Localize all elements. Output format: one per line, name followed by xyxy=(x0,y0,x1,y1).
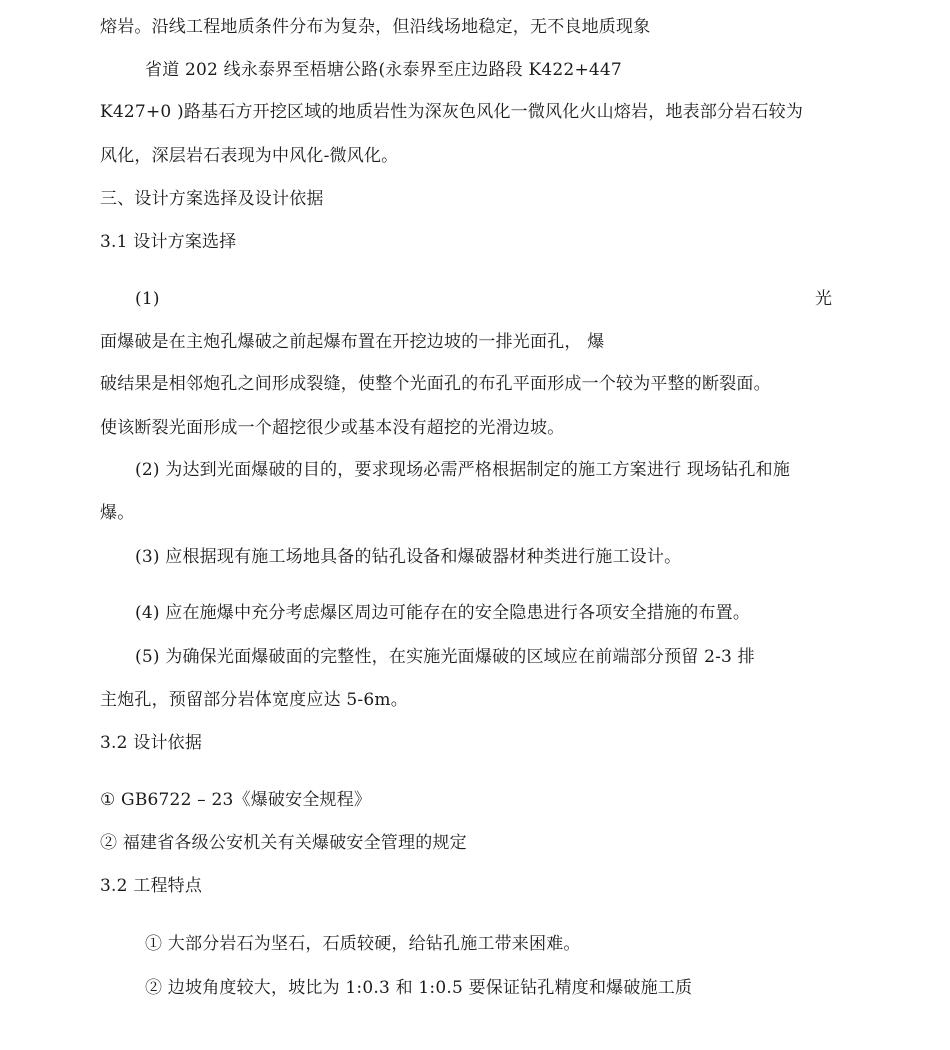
section-heading: 三、设计方案选择及设计依据 xyxy=(100,189,324,209)
list-item-2: (2) 为达到光面爆破的目的，要求现场必需严格根据制定的施工方案进行 现场钻孔和施 xyxy=(135,460,791,480)
basis-item-1: ① GB6722 – 23《爆破安全规程》 xyxy=(100,790,372,810)
paragraph-line-2: 省道 202 线永泰界至梧塘公路(永泰界至庄边路段 K422+447 xyxy=(145,60,622,80)
list-item-5-cont: 主炮孔，预留部分岩体宽度应达 5-6m。 xyxy=(100,690,408,710)
paragraph-line-3: K427+0 )路基石方开挖区域的地质岩性为深灰色风化一微风化火山熔岩，地表部分岩石较为 xyxy=(100,102,804,122)
paragraph-line-6: 破结果是相邻炮孔之间形成裂缝，使整个光面孔的布孔平面形成一个较为平整的断裂面。 xyxy=(100,374,771,394)
paragraph-line-5: 面爆破是在主炮孔爆破之前起爆布置在开挖边坡的一排光面孔， 爆 xyxy=(100,332,605,352)
subsection-heading-3-1: 3.1 设计方案选择 xyxy=(100,232,237,252)
paragraph-line-7: 使该断裂光面形成一个超挖很少或基本没有超挖的光滑边坡。 xyxy=(100,418,565,438)
list-item-3: (3) 应根据现有施工场地具备的钻孔设备和爆破器材种类进行施工设计。 xyxy=(135,547,682,567)
feature-item-1: ① 大部分岩石为坚石，石质较硬，给钻孔施工带来困难。 xyxy=(145,934,581,954)
subsection-heading-3-2-features: 3.2 工程特点 xyxy=(100,876,203,896)
list-item-5: (5) 为确保光面爆破面的完整性，在实施光面爆破的区域应在前端部分预留 2-3 排 xyxy=(135,647,755,667)
list-item-1-trailing-char: 光 xyxy=(815,289,832,309)
feature-item-2: ② 边坡角度较大，坡比为 1:0.3 和 1:0.5 要保证钻孔精度和爆破施工质 xyxy=(145,978,693,998)
paragraph-line-4: 风化，深层岩石表现为中风化-微风化。 xyxy=(100,146,399,166)
subsection-heading-3-2-basis: 3.2 设计依据 xyxy=(100,733,203,753)
basis-item-2: ② 福建省各级公安机关有关爆破安全管理的规定 xyxy=(100,833,467,853)
paragraph-line-1: 熔岩。沿线工程地质条件分布为复杂，但沿线场地稳定，无不良地质现象 xyxy=(100,17,651,37)
list-item-1-number: (1) xyxy=(135,289,160,309)
list-item-4: (4) 应在施爆中充分考虑爆区周边可能存在的安全隐患进行各项安全措施的布置。 xyxy=(135,603,751,623)
list-item-2-cont: 爆。 xyxy=(100,503,135,523)
